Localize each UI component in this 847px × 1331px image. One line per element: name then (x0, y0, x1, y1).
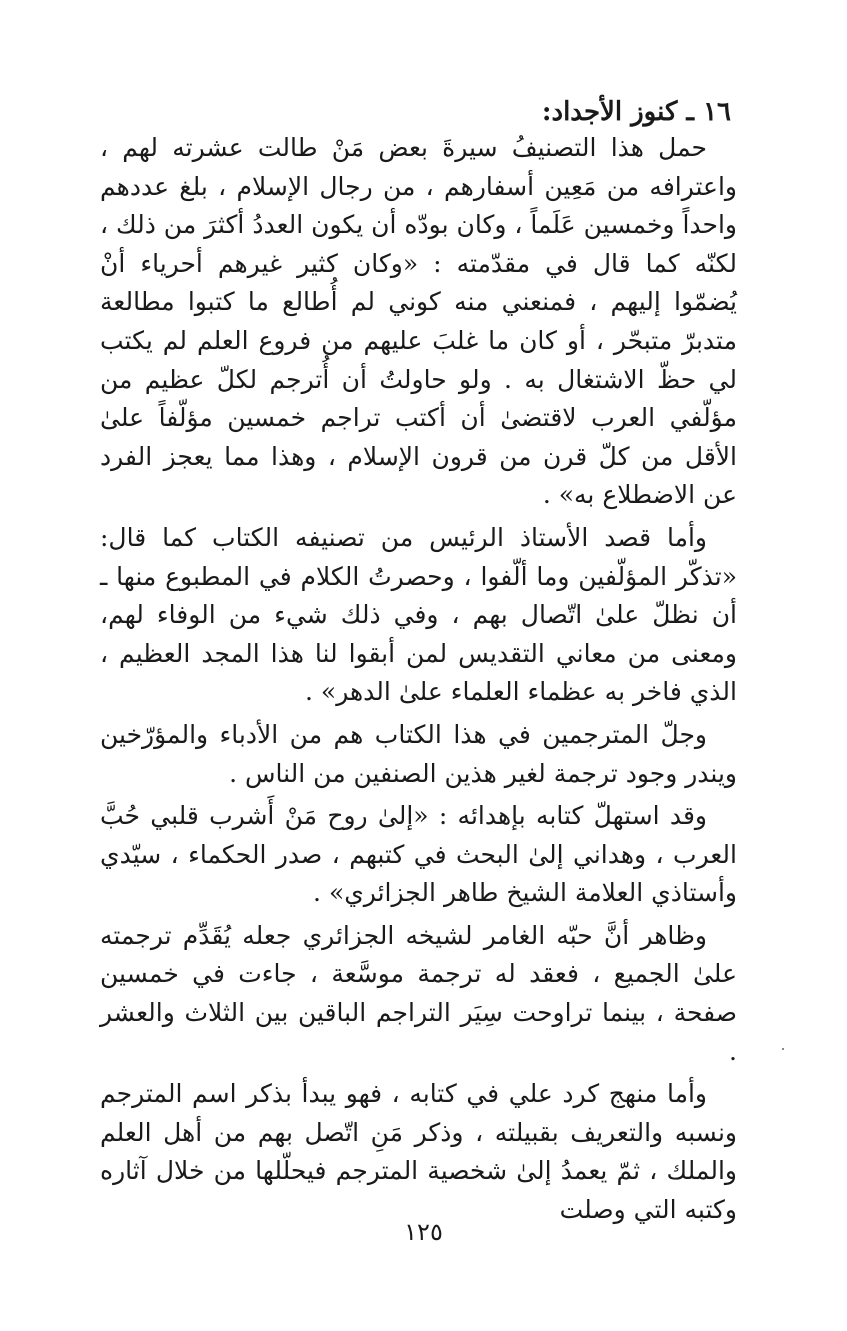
paragraph-intro: حمل هذا التصنيفُ سيرةَ بعض مَنْ طالت عشرته لهم ، واعترافه من مَعِين أسفارهم ، من رجال الإسلام ، بلغ عددهم واحداً وخمسين عَلَماً ، وكان بودّه أن يكون العددُ أكثرَ من ذلك ، لكنّه كما قال في مقدّمته : «وكان كثير غيرهم أحرياء أنْ يُضمّوا إليهم ، فمنعني منه كوني لم أُطالع ما كتبوا مطالعة متدبرّ متبحّر ، أو كان ما غلبَ عليهم من فروع العلم لم يكتب لي حظّ الاشتغال به . ولو حاولتُ أن أُترجم لكلّ عظيم من مؤلّفي العرب لاقتضىٰ أن أكتب تراجم خمسين مؤلّفاً علىٰ الأقل من كلّ قرن من قرون الإسلام ، وهذا مما يعجز الفرد عن الاضطلاع به» . (100, 133, 737, 510)
scan-speck (782, 1048, 784, 1050)
paragraph-subjects: وجلّ المترجمين في هذا الكتاب هم من الأدباء والمؤرّخين ويندر وجود ترجمة لغير هذين الصنفين من الناس . (100, 719, 737, 788)
section-heading: ١٦ ـ كنوز الأجداد: (541, 97, 731, 127)
page-number: ١٢٥ (404, 1218, 443, 1246)
paragraph-dedication: وقد استهلّ كتابه بإهدائه : «إلىٰ روح مَنْ أَشرب قلبي حُبَّ العرب ، وهداني إلىٰ البحث في كتبهم ، صدر الحكماء ، سيّدي وأستاذي العلامة الشيخ طاهر الجزائري» . (100, 801, 737, 908)
paragraph-purpose: وأما قصد الأستاذ الرئيس من تصنيفه الكتاب كما قال: «تذكّر المؤلّفين وما ألّفوا ، وحصرتُ الكلام في المطبوع منها ـ أن نظلّ علىٰ اتّصال بهم ، وفي ذلك شيء من الوفاء لهم، ومعنى من معاني التقديس لمن أبقوا لنا هذا المجد العظيم ، الذي فاخر به عظماء العلماء علىٰ الدهر» . (100, 522, 737, 707)
paragraph-method: وأما منهج كرد علي في كتابه ، فهو يبدأ بذكر اسم المترجم ونسبه والتعريف بقبيلته ، وذكر مَنِ اتّصل بهم من أهل العلم والملك ، ثمّ يعمدُ إلىٰ شخصية المترجم فيحلّلها من خلال آثاره وكتبه التي وصلت (100, 1079, 737, 1225)
paragraph-first-biography: وظاهر أنَّ حبّه الغامر لشيخه الجزائري جعله يُقَدِّم ترجمته علىٰ الجميع ، فعقد له ترجمة موسَّعة ، جاءت في خمسين صفحة ، بينما تراوحت سِيَر التراجم الباقين بين الثلاث والعشر . (100, 920, 737, 1066)
page-body (100, 95, 737, 1230)
